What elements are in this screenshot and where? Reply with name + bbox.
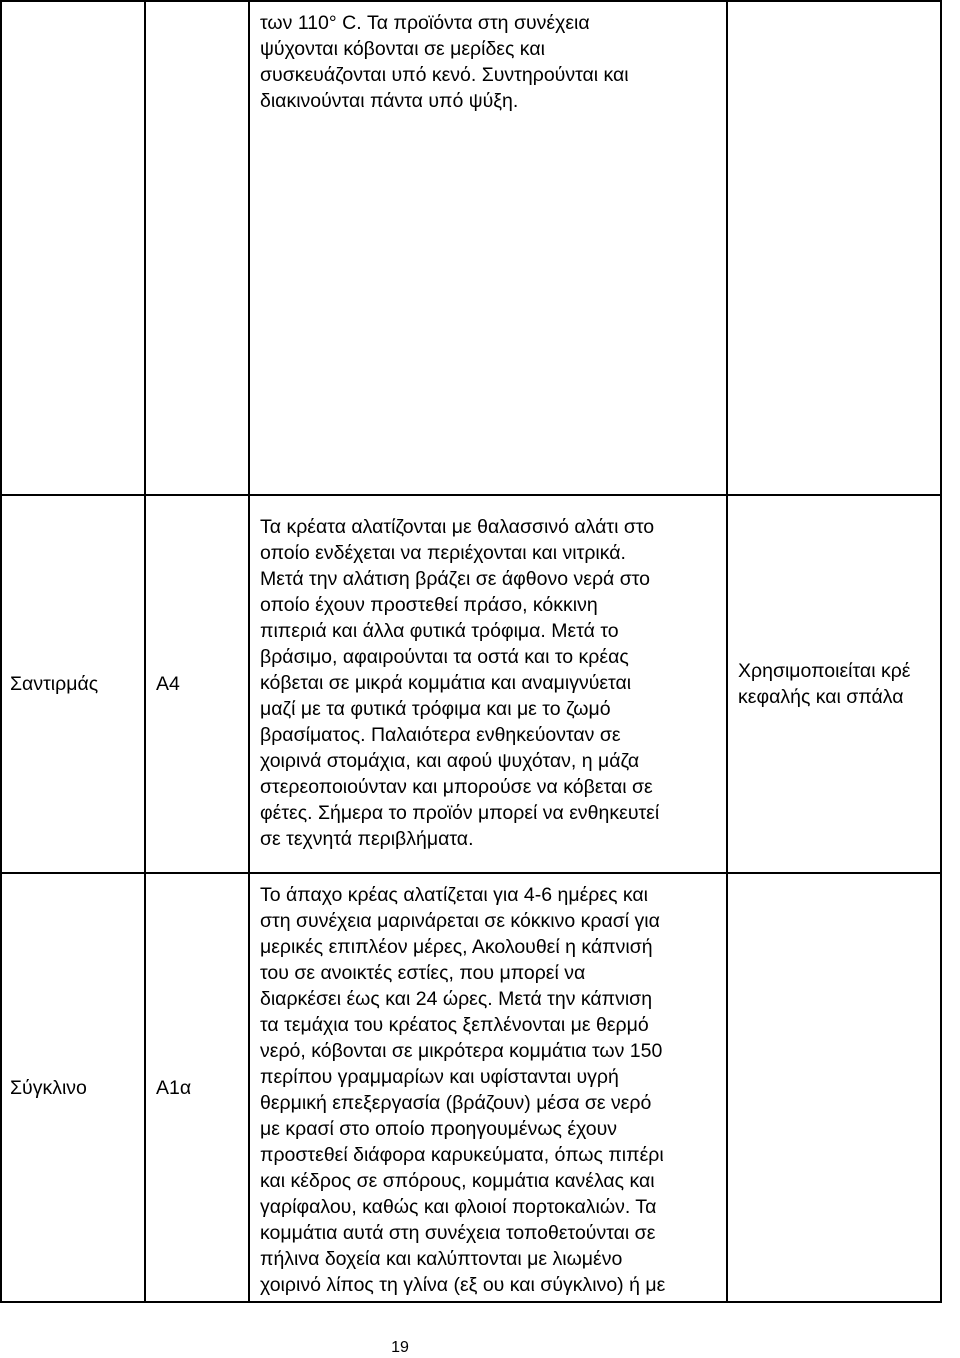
product-code: Α4 — [156, 673, 180, 695]
description-line: Τα κρέατα αλατίζονται με θαλασσινό αλάτι στο — [260, 516, 655, 538]
description-line: Μετά την αλάτιση βράζει σε άφθονο νερά στο — [260, 568, 651, 590]
description-text — [250, 496, 726, 852]
description-line: διαρκέσει έως και 24 ώρες. Μετά την κάπνιση — [260, 988, 653, 1010]
description-text — [250, 874, 726, 1298]
description-line: Το άπαχο κρέας αλατίζεται για 4-6 ημέρες και — [260, 884, 649, 906]
name-cell — [1, 873, 145, 1302]
description-line: προστεθεί διάφορα καρυκεύματα, όπως πιπέρι — [260, 1144, 664, 1166]
description-cell — [249, 495, 727, 873]
description-line: περίπου γραμμαρίων και υφίστανται υγρή — [260, 1066, 619, 1088]
description-line: χοιρινό λίπος τη γλίνα (εξ ου και σύγκλινο) ή με — [260, 1274, 666, 1296]
description-line: συσκευάζονται υπό κενό. Συντηρούνται και — [260, 64, 629, 86]
description-line: στερεοποιούνταν και μπορούσε να κόβεται σε — [260, 776, 653, 798]
notes-line: κεφαλής και σπάλα — [738, 686, 904, 708]
name-cell — [1, 495, 145, 873]
product-name: Σύγκλινο — [10, 1076, 87, 1099]
description-line: σε τεχνητά περιβλήματα. — [260, 828, 474, 850]
description-line: του σε ανοικτές εστίες, που μπορεί να — [260, 962, 586, 984]
description-line: νερό, κόβονται σε μικρότερα κομμάτια των 150 — [260, 1040, 663, 1062]
description-text — [250, 2, 726, 114]
table-row-syglino — [1, 873, 941, 1302]
code-cell — [145, 1, 249, 495]
table-row-continuation — [1, 1, 941, 495]
description-line: και κέδρος σε σπόρους, κομμάτια κανέλας και — [260, 1170, 655, 1192]
description-line: ψύχονται κόβονται σε μερίδες και — [260, 38, 545, 60]
product-name: Σαντιρμάς — [10, 673, 99, 695]
description-line: θερμική επεξεργασία (βράζουν) μέσα σε νερό — [260, 1092, 652, 1114]
description-cell — [249, 1, 727, 495]
description-line: διακινούνται πάντα υπό ψύξη. — [260, 90, 519, 112]
description-line: πήλινα δοχεία και καλύπτονται με λιωμένο — [260, 1248, 623, 1270]
notes-text — [728, 658, 940, 710]
name-cell — [1, 1, 145, 495]
description-cell — [249, 873, 727, 1302]
description-line: οποίο ενδέχεται να περιέχονται και νιτρικά. — [260, 542, 626, 564]
description-line: πιπεριά και άλλα φυτικά τρόφιμα. Μετά το — [260, 620, 619, 642]
description-line: οποίο έχουν προστεθεί πράσο, κόκκινη — [260, 594, 598, 616]
notes-line: Χρησιμοποιείται κρέ — [738, 660, 911, 682]
description-line: χοιρινά στομάχια, και αφού ψυχόταν, η μάζα — [260, 750, 640, 772]
description-line: βρασίματος. Παλαιότερα ενθηκεύονταν σε — [260, 724, 621, 746]
notes-cell — [727, 873, 941, 1302]
code-cell — [145, 873, 249, 1302]
notes-cell — [727, 1, 941, 495]
description-line: φέτες. Σήμερα το προϊόν μπορεί να ενθηκευτεί — [260, 802, 660, 824]
description-line: των 110° C. Τα προϊόντα στη συνέχεια — [260, 12, 590, 34]
description-line: κόβεται σε μικρά κομμάτια και αναμιγνύεται — [260, 672, 632, 694]
table-row-santirmas — [1, 495, 941, 873]
description-line: τα τεμάχια του κρέατος ξεπλένονται με θερμό — [260, 1014, 649, 1036]
description-line: γαρίφαλου, καθώς και φλοιοί πορτοκαλιών. Τα — [260, 1196, 657, 1218]
product-code: Α1α — [156, 1076, 192, 1099]
description-line: με κρασί στο οποίο προηγουμένως έχουν — [260, 1118, 618, 1140]
notes-cell — [727, 495, 941, 873]
description-line: βράσιμο, αφαιρούνται τα οστά και το κρέας — [260, 646, 629, 668]
description-line: μερικές επιπλέον μέρες, Ακολουθεί η κάπνισή — [260, 936, 653, 958]
code-cell — [145, 495, 249, 873]
description-line: κομμάτια αυτά στη συνέχεια τοποθετούνται σε — [260, 1222, 656, 1244]
page-number: 19 — [391, 1339, 409, 1356]
description-line: μαζί με τα φυτικά τρόφιμα και με το ζωμό — [260, 698, 611, 720]
description-line: στη συνέχεια μαρινάρεται σε κόκκινο κρασί για — [260, 910, 660, 932]
